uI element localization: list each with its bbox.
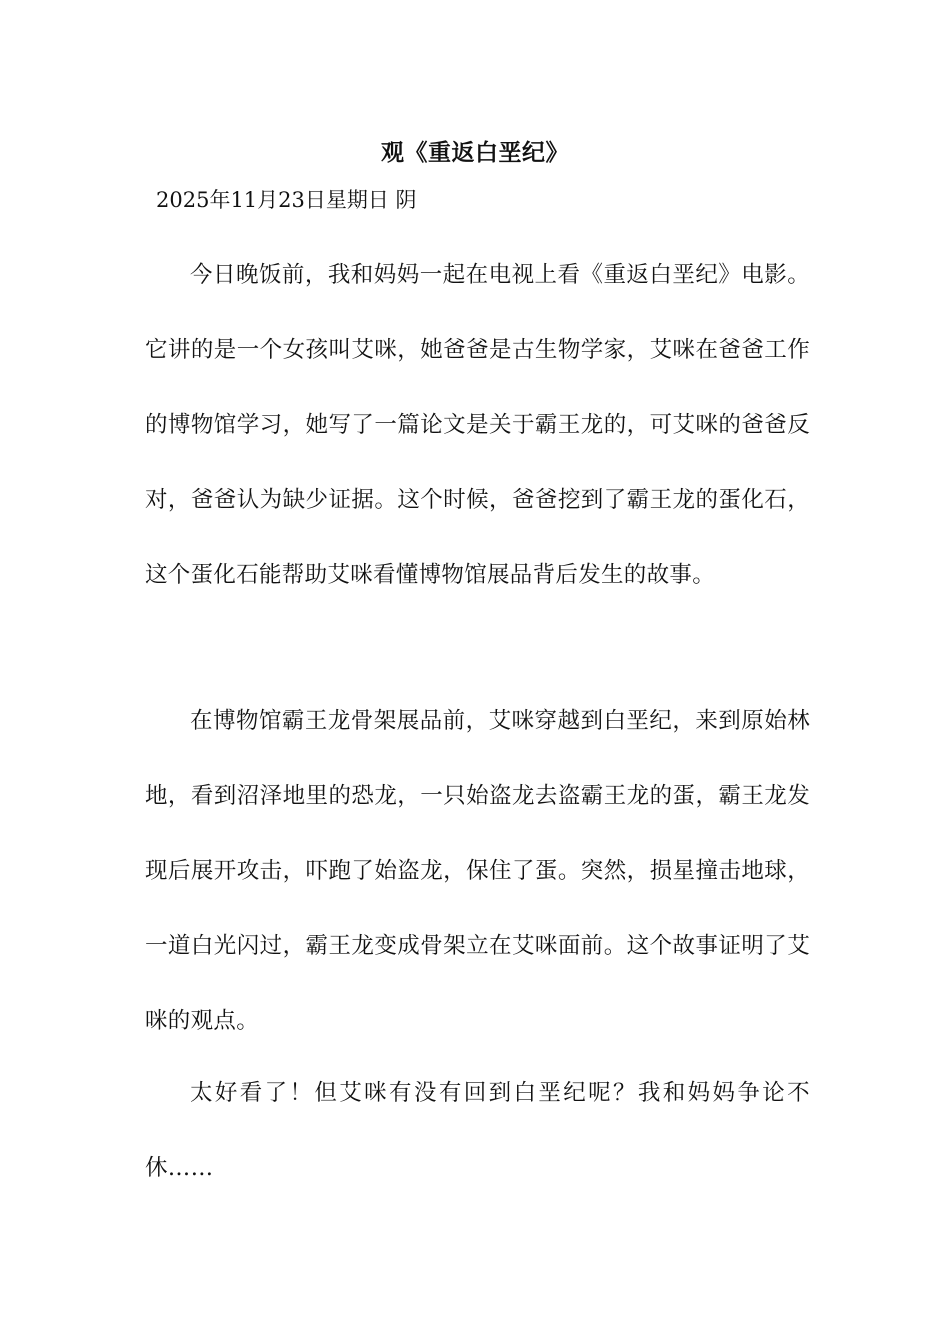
- paragraph-3: 太好看了！但艾咪有没有回到白垩纪呢？我和妈妈争论不休……: [145, 1080, 810, 1181]
- paragraph-1: 今日晚饭前，我和妈妈一起在电视上看《重返白垩纪》电影。它讲的是一个女孩叫艾咪，她爸爸是古生物学家，艾咪在爸爸工作的博物馆学习，她写了一篇论文是关于霸王龙的，可艾咪的爸爸反对，爸爸认为缺少证据。这个时候，爸爸挖到了霸王龙的蛋化石，这个蛋化石能帮助艾咪看懂博物馆展品背后发生的故事。: [145, 262, 810, 588]
- document-title: 观《重返白垩纪》: [381, 139, 569, 166]
- paragraph-2: 在博物馆霸王龙骨架展品前，艾咪穿越到白垩纪，来到原始林地，看到沼泽地里的恐龙，一只始盗龙去盗霸王龙的蛋，霸王龙发现后展开攻击，吓跑了始盗龙，保住了蛋。突然，损星撞击地球，一道白光闪过，霸王龙变成骨架立在艾咪面前。这个故事证明了艾咪的观点。: [145, 708, 810, 1034]
- date-weather-line: 2025年11月23日星期日 阴: [156, 188, 417, 212]
